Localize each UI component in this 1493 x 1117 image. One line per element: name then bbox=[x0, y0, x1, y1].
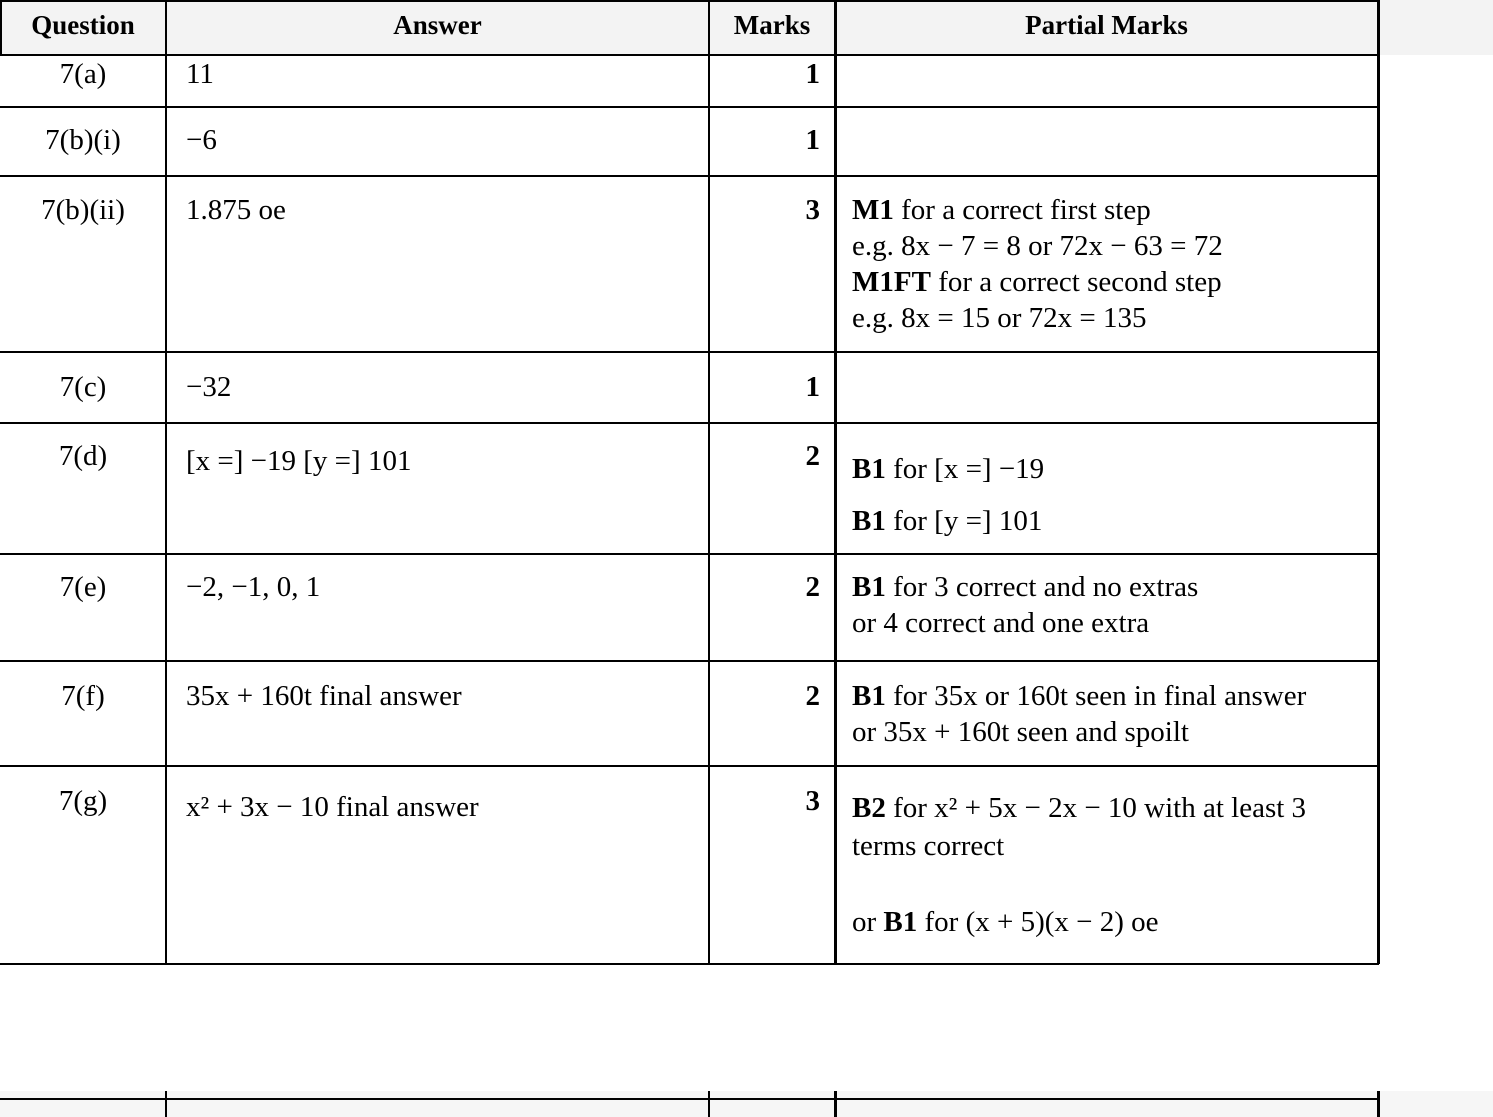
partial-marks-cell bbox=[852, 678, 1372, 750]
partial-line: e.g. 8x = 15 or 72x = 135 bbox=[852, 302, 1147, 334]
row-border bbox=[0, 106, 1379, 108]
row-border bbox=[0, 660, 1379, 662]
partial-marks-cell bbox=[852, 443, 1372, 547]
answer-cell: 11 bbox=[186, 58, 214, 90]
answer-cell: 35x + 160t final answer bbox=[186, 680, 462, 712]
answer-cell: −2, −1, 0, 1 bbox=[186, 571, 321, 603]
marks-cell: 2 bbox=[805, 571, 820, 603]
partial-marks-cell bbox=[852, 789, 1372, 941]
header-partial-marks: Partial Marks bbox=[1025, 10, 1188, 40]
marks-cell: 3 bbox=[805, 785, 820, 817]
header-answer: Answer bbox=[393, 10, 482, 40]
question-cell: 7(b)(i) bbox=[45, 124, 121, 156]
row-border bbox=[0, 351, 1379, 353]
next-column-divider-1 bbox=[165, 1091, 167, 1117]
partial-line: M1 for a correct first step bbox=[852, 194, 1151, 226]
marks-cell: 2 bbox=[805, 440, 820, 472]
answer-cell: −32 bbox=[186, 371, 232, 403]
next-table-top-border bbox=[0, 1098, 1379, 1100]
partial-line: or B1 for (x + 5)(x − 2) oe bbox=[852, 906, 1159, 938]
next-column-divider-3 bbox=[834, 1091, 837, 1117]
partial-line: B1 for 3 correct and no extras bbox=[852, 571, 1199, 603]
partial-marks-cell bbox=[852, 192, 1372, 336]
next-column-divider-right bbox=[1377, 1091, 1380, 1117]
answer-cell: 1.875 oe bbox=[186, 194, 286, 226]
header-question: Question bbox=[31, 10, 135, 40]
question-cell: 7(c) bbox=[59, 371, 107, 403]
partial-line: B1 for [x =] −19 bbox=[852, 453, 1045, 485]
partial-line: or 35x + 160t seen and spoilt bbox=[852, 716, 1189, 748]
marks-cell: 1 bbox=[805, 371, 820, 403]
row-border bbox=[0, 553, 1379, 555]
answer-cell: [x =] −19 [y =] 101 bbox=[186, 445, 412, 477]
table-bottom-border bbox=[0, 963, 1379, 965]
partial-marks-cell bbox=[852, 569, 1372, 641]
question-cell: 7(d) bbox=[58, 440, 108, 472]
question-cell: 7(f) bbox=[61, 680, 105, 712]
marks-cell: 1 bbox=[805, 124, 820, 156]
column-divider-3 bbox=[834, 0, 837, 964]
marks-cell: 1 bbox=[805, 58, 820, 90]
marks-cell: 2 bbox=[805, 680, 820, 712]
partial-line: e.g. 8x − 7 = 8 or 72x − 63 = 72 bbox=[852, 230, 1223, 262]
partial-line: B2 for x² + 5x − 2x − 10 with at least 3 bbox=[852, 792, 1307, 824]
header-border-top bbox=[0, 0, 1379, 2]
answer-cell: x² + 3x − 10 final answer bbox=[186, 791, 479, 823]
row-border bbox=[0, 422, 1379, 424]
partial-line: B1 for 35x or 160t seen in final answer bbox=[852, 680, 1307, 712]
question-cell: 7(g) bbox=[58, 785, 108, 817]
question-cell: 7(e) bbox=[59, 571, 107, 603]
row-border bbox=[0, 765, 1379, 767]
partial-line: or 4 correct and one extra bbox=[852, 607, 1150, 639]
marks-cell: 3 bbox=[805, 194, 820, 226]
row-border bbox=[0, 175, 1379, 177]
question-cell: 7(a) bbox=[59, 58, 107, 90]
partial-line-blank bbox=[852, 865, 1372, 903]
answer-cell: −6 bbox=[186, 124, 217, 156]
column-divider-right bbox=[1377, 0, 1380, 964]
partial-line: terms correct bbox=[852, 830, 1005, 862]
partial-line: B1 for [y =] 101 bbox=[852, 505, 1043, 537]
partial-line: M1FT for a correct second step bbox=[852, 266, 1222, 298]
question-cell: 7(b)(ii) bbox=[41, 194, 125, 226]
next-table-strip bbox=[0, 1091, 1493, 1117]
next-column-divider-2 bbox=[708, 1091, 710, 1117]
header-marks: Marks bbox=[733, 10, 811, 40]
